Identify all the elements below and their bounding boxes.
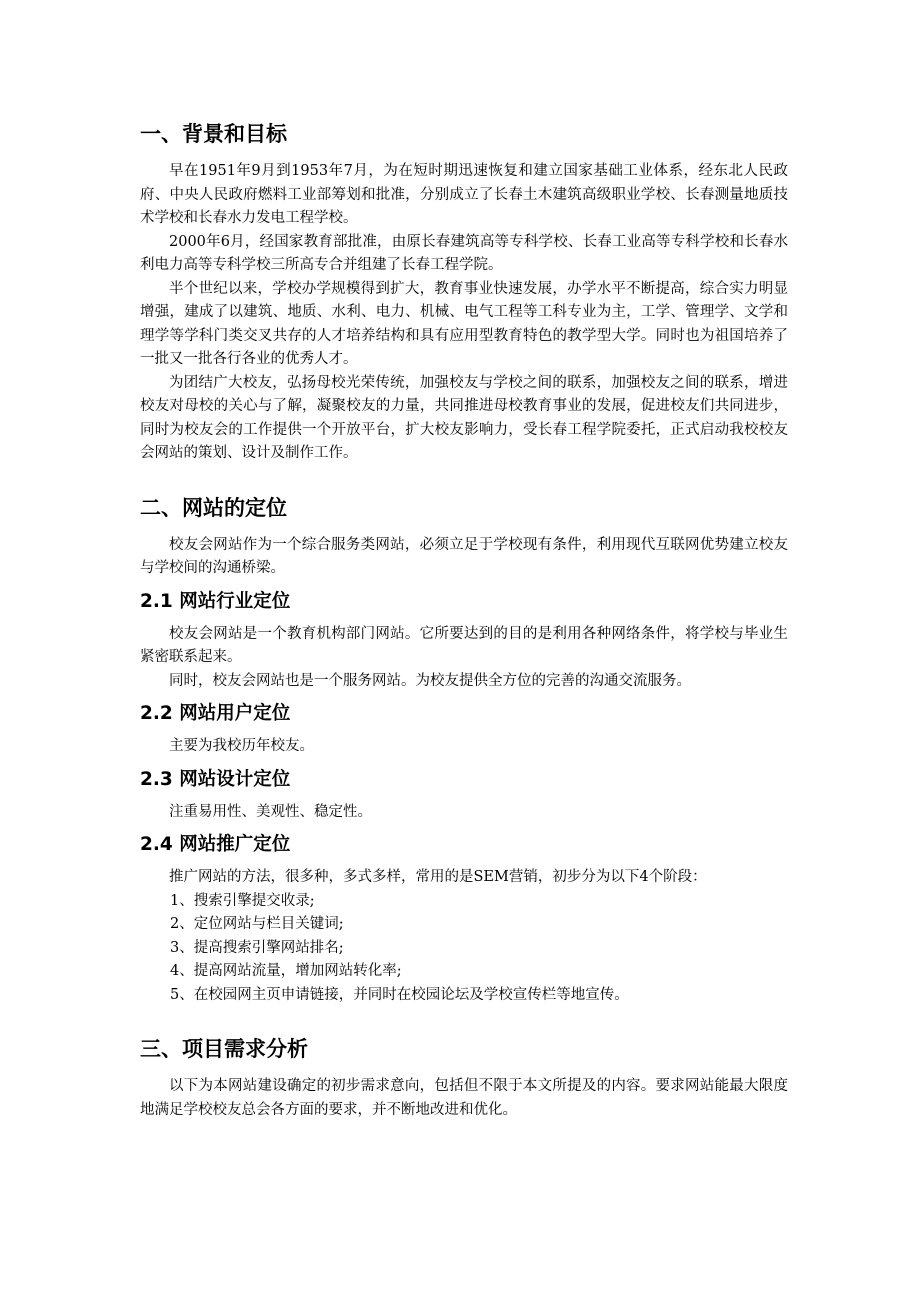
list-item: 3、提高搜索引擎网站排名; — [170, 939, 344, 956]
subsection-heading-promotion: 2.4 网站推广定位 — [140, 834, 291, 855]
paragraph: 为团结广大校友，弘扬母校光荣传统，加强校友与学校之间的联系，加强校友之间的联系，增进校友对母校的关心与了解，凝聚校友的力量，共同推进母校教育事业的发展，促进校友们共同进步，同时为校友会的工作提供一个开放平台，扩大校友影响力，受长春工程学院委托，正式启动我校校友会网站的策划、设计及制作工作。 — [140, 374, 788, 461]
list-item: 2、定位网站与栏目关键词; — [170, 916, 344, 932]
paragraph: 推广网站的方法，很多种，多式多样，常用的是SEM营销，初步分为以下4个阶段： — [169, 869, 707, 885]
paragraph: 主要为我校历年校友。 — [169, 738, 314, 754]
list-item: 5、在校园网主页申请链接，并同时在校园论坛及学校宣传栏等地宣传。 — [170, 986, 629, 1003]
paragraph: 早在1951年9月到1953年7月，为在短时期迅速恢复和建立国家基础工业体系，经东北人民政府、中央人民政府燃料工业部筹划和批准，分别成立了长春土木建筑高级职业学校、长春测量地质技术学校和长春水力发电工程学校。 — [140, 163, 788, 226]
subsection-heading-industry: 2.1 网站行业定位 — [140, 590, 291, 612]
paragraph: 半个世纪以来，学校办学规模得到扩大，教育事业快速发展，办学水平不断提高，综合实力明显增强，建成了以建筑、地质、水利、电力、机械、电气工程等工科专业为主，工学、管理学、文学和理学等学科门类交叉共存的人才培养结构和具有应用型教育特色的教学型大学。同时也为祖国培养了一批又一批各行各业的优秀人才。 — [140, 280, 788, 367]
section-heading-positioning: 二、网站的定位 — [140, 495, 287, 520]
section-heading-requirements: 三、项目需求分析 — [140, 1037, 308, 1061]
promotion-steps-list — [140, 890, 788, 1008]
paragraph: 以下为本网站建设确定的初步需求意向，包括但不限于本文所提及的内容。要求网站能最大限度地满足学校校友总会各方面的要求，并不断地改进和优化。 — [140, 1078, 788, 1118]
paragraph: 校友会网站作为一个综合服务类网站，必须立足于学校现有条件，利用现代互联网优势建立校友与学校间的沟通桥梁。 — [140, 536, 788, 576]
paragraph: 2000年6月，经国家教育部批准，由原长春建筑高等专科学校、长春工业高等专科学校和长春水利电力高等专科学校三所高专合并组建了长春工程学院。 — [140, 233, 788, 273]
subsection-heading-design: 2.3 网站设计定位 — [140, 768, 291, 790]
subsection-heading-users: 2.2 网站用户定位 — [140, 703, 291, 724]
list-item: 4、提高网站流量，增加网站转化率; — [170, 963, 402, 979]
list-item: 1、搜索引擎提交收录; — [170, 892, 315, 909]
paragraph: 同时，校友会网站也是一个服务网站。为校友提供全方位的完善的沟通交流服务。 — [169, 672, 691, 689]
paragraph: 注重易用性、美观性、稳定性。 — [169, 803, 372, 820]
paragraph: 校友会网站是一个教育机构部门网站。它所要达到的目的是利用各种网络条件，将学校与毕业生紧密联系起来。 — [140, 625, 788, 665]
section-heading-background: 一、背景和目标 — [140, 122, 287, 146]
